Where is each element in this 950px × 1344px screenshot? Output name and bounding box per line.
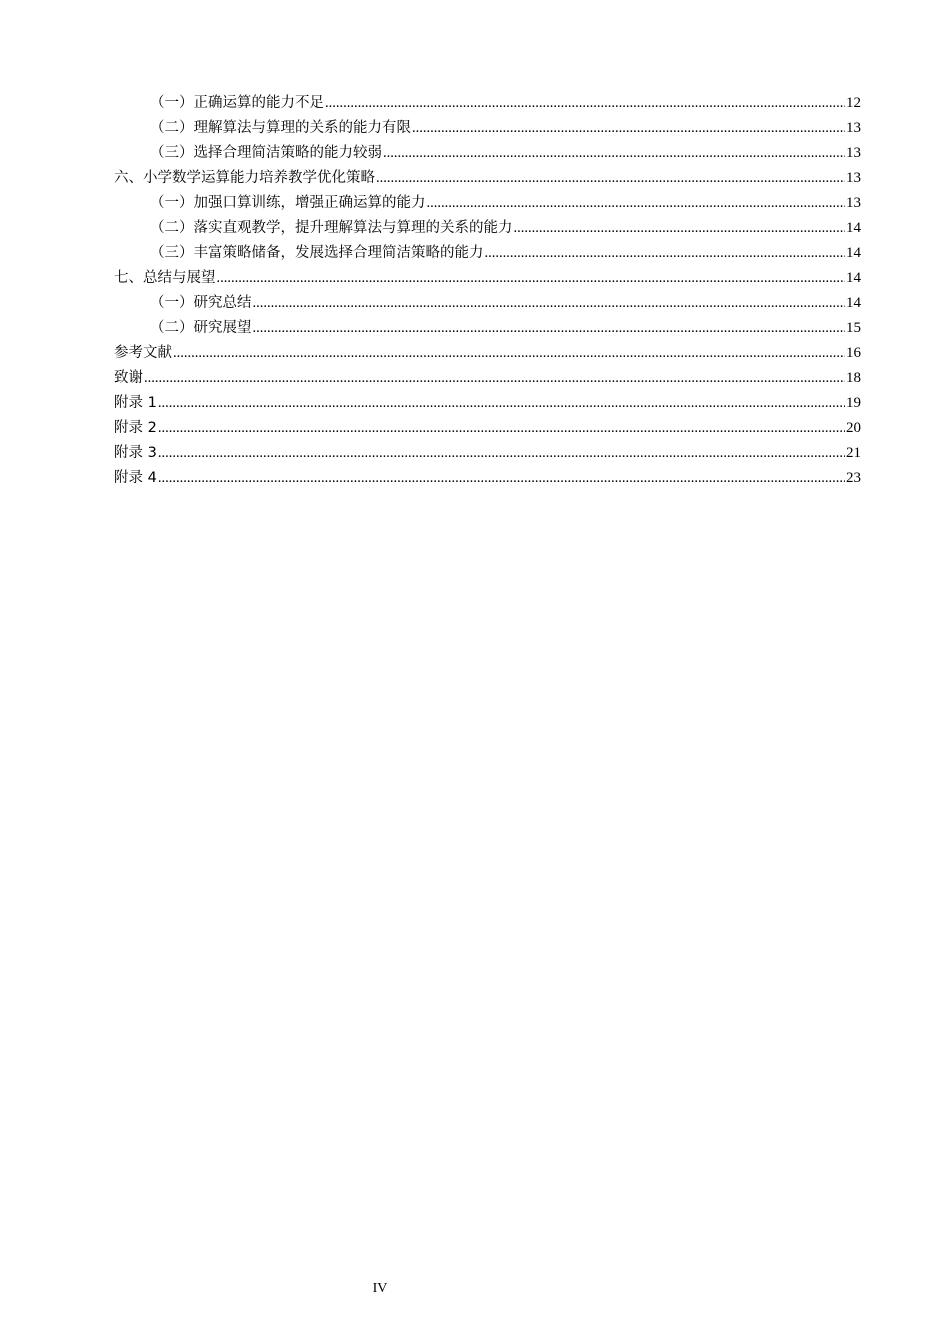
toc-dot-leader	[376, 166, 845, 191]
toc-entry-page: 14	[846, 270, 861, 286]
toc-entry[interactable]	[114, 241, 861, 266]
toc-entry-title: （二）落实直观教学，提升理解算法与算理的关系的能力	[150, 220, 513, 236]
toc-dot-leader	[173, 341, 845, 366]
toc-entry[interactable]	[114, 116, 861, 141]
toc-entry-page: 18	[846, 370, 861, 386]
toc-entry-page: 14	[846, 295, 861, 311]
toc-entry-title: 致谢	[114, 370, 143, 386]
toc-entry-title: 附录 4	[114, 470, 157, 486]
toc-entry[interactable]	[114, 391, 861, 416]
toc-entry-title: （三）丰富策略储备，发展选择合理简洁策略的能力	[150, 245, 484, 261]
toc-dot-leader	[514, 216, 846, 241]
toc-entry-title: （一）正确运算的能力不足	[150, 95, 324, 111]
toc-dot-leader	[144, 366, 845, 391]
toc-entry-page: 13	[846, 170, 861, 186]
toc-dot-leader	[427, 191, 846, 216]
toc-entry-page: 21	[846, 445, 861, 461]
toc-entry-page: 20	[846, 420, 861, 436]
toc-dot-leader	[253, 291, 846, 316]
toc-entry-title: 附录 3	[114, 445, 157, 461]
toc-entry[interactable]	[114, 141, 861, 166]
toc-entry[interactable]	[114, 366, 861, 391]
toc-entry-title: 六、小学数学运算能力培养教学优化策略	[114, 170, 375, 186]
toc-entry[interactable]	[114, 466, 861, 491]
toc-entry[interactable]	[114, 316, 861, 341]
toc-entry-title: （二）理解算法与算理的关系的能力有限	[150, 120, 411, 136]
page-number-footer: IV	[372, 1281, 388, 1296]
toc-entry-title: （一）研究总结	[150, 295, 252, 311]
toc-entry[interactable]	[114, 166, 861, 191]
toc-entry-title: 附录 1	[114, 395, 157, 411]
toc-entry-title: （二）研究展望	[150, 320, 252, 336]
toc-entry-page: 14	[846, 245, 861, 261]
toc-dot-leader	[158, 391, 845, 416]
toc-dot-leader	[158, 441, 845, 466]
toc-entry-title: 七、总结与展望	[114, 270, 216, 286]
toc-entry[interactable]	[114, 291, 861, 316]
toc-entry[interactable]	[114, 266, 861, 291]
toc-dot-leader	[158, 416, 845, 441]
toc-dot-leader	[217, 266, 846, 291]
toc-entry-page: 14	[846, 220, 861, 236]
toc-entry[interactable]	[114, 341, 861, 366]
toc-entry[interactable]	[114, 191, 861, 216]
toc-dot-leader	[383, 141, 845, 166]
toc-entry-page: 15	[846, 320, 861, 336]
toc-dot-leader	[325, 91, 845, 116]
toc-entry-title: （三）选择合理简洁策略的能力较弱	[150, 145, 382, 161]
toc-entry-title: 附录 2	[114, 420, 157, 436]
toc-entry-page: 13	[846, 120, 861, 136]
toc-entry[interactable]	[114, 441, 861, 466]
toc-entry-title: 参考文献	[114, 345, 172, 361]
toc-dot-leader	[412, 116, 845, 141]
toc-entry-page: 23	[846, 470, 861, 486]
toc-dot-leader	[485, 241, 846, 266]
toc-entry-page: 19	[846, 395, 861, 411]
table-of-contents	[114, 91, 861, 491]
toc-dot-leader	[158, 466, 845, 491]
toc-entry-page: 12	[846, 95, 861, 111]
toc-entry-page: 16	[846, 345, 861, 361]
toc-entry[interactable]	[114, 91, 861, 116]
toc-entry[interactable]	[114, 216, 861, 241]
toc-dot-leader	[253, 316, 846, 341]
toc-entry-title: （一）加强口算训练，增强正确运算的能力	[150, 195, 426, 211]
toc-entry-page: 13	[846, 195, 861, 211]
toc-entry[interactable]	[114, 416, 861, 441]
toc-entry-page: 13	[846, 145, 861, 161]
